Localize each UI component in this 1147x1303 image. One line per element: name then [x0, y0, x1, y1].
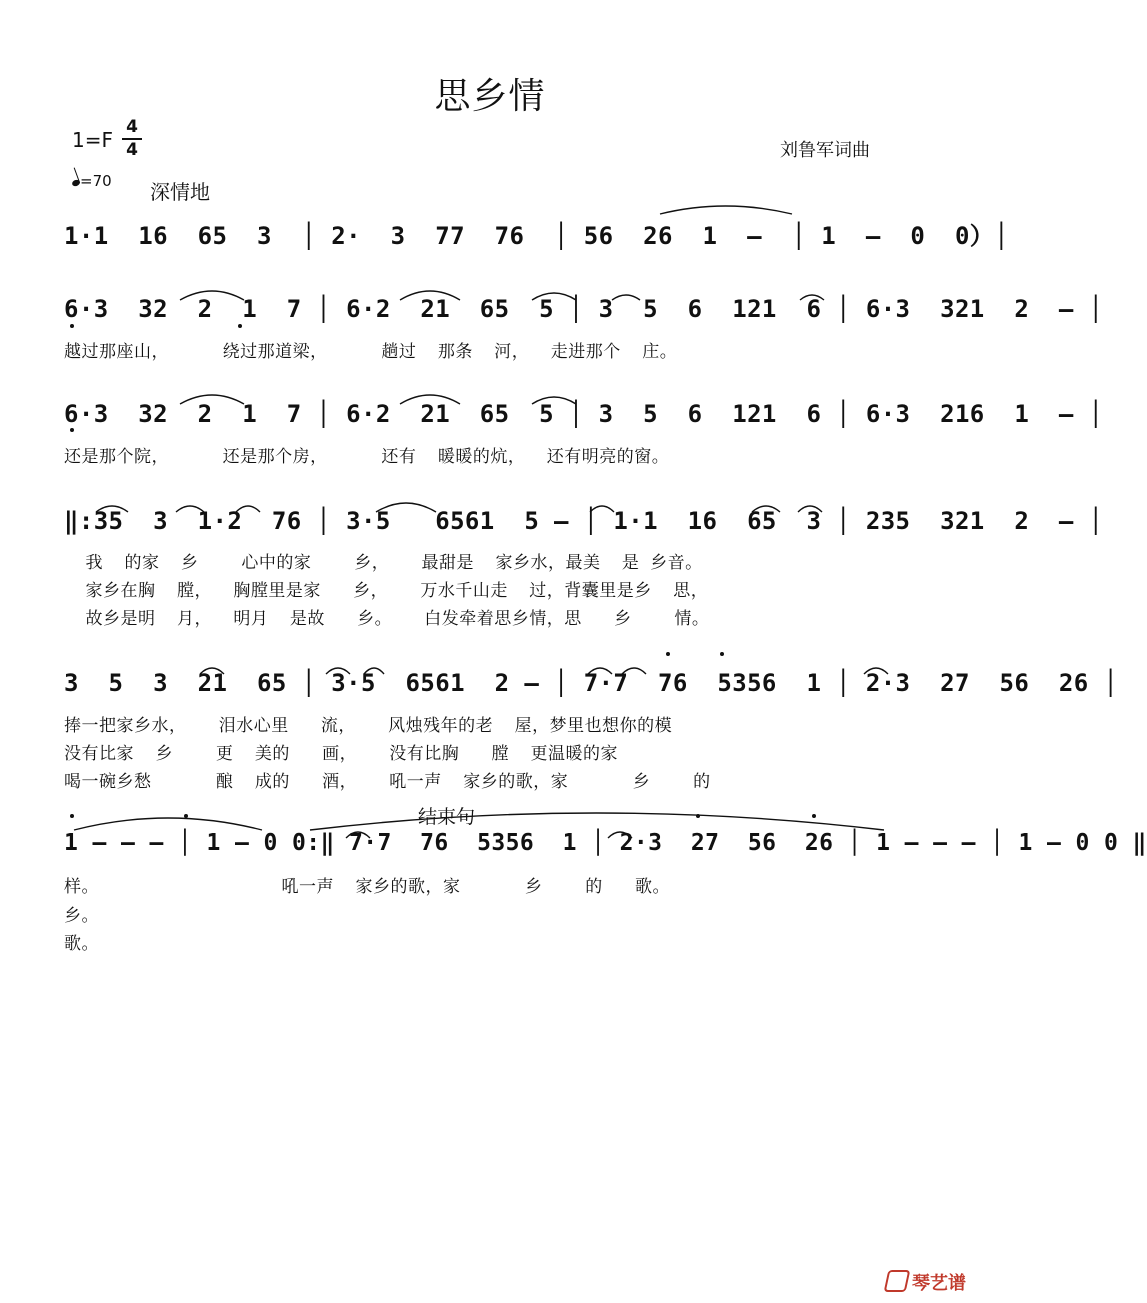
dot-row-6-a	[70, 814, 74, 818]
slur-row-5-c	[364, 668, 384, 674]
slur-row-2-e	[800, 295, 824, 300]
lyric-row-4-verse-2: 家乡在胸 膛， 胸膛里是家 乡， 万水千山走 过，背囊里是乡 思，	[64, 581, 709, 601]
expression-mark: 深情地	[150, 180, 210, 204]
slur-row-6-b	[608, 832, 632, 838]
dot-row-5-b	[720, 652, 724, 656]
slur-row-2-c	[532, 293, 576, 300]
dot-row-2-c	[70, 428, 74, 432]
slur-row-2-a	[180, 291, 244, 300]
notation-row-4: ‖:35 3 1·2 76 │ 3·5 6561 5 – │ 1·1 16 65 3 │ 235 321 2 – │	[64, 507, 1104, 535]
time-signature-bottom: 4	[126, 140, 138, 160]
tie-row-6-a	[74, 818, 262, 830]
notation-row-6: 1 – – – │ 1 – 0 0:‖ 7·7 76 5356 1 │ 2·3 27 56 26 │ 1 – – – │ 1 – 0 0 ‖	[64, 830, 1147, 856]
logo-icon	[884, 1270, 911, 1292]
watermark	[886, 1269, 966, 1295]
watermark-text: 琴艺谱	[912, 1273, 966, 1294]
slur-row-5-d	[588, 668, 612, 674]
slur-row-3-a	[180, 395, 244, 404]
slur-row-4-g	[798, 506, 822, 512]
time-signature-top: 4	[126, 117, 138, 137]
lyric-row-4-verse-3: 故乡是明 月， 明月 是故 乡。 白发牵着思乡情，思 乡 情。	[64, 609, 710, 629]
slur-row-6-a	[346, 832, 370, 838]
song-title: 思乡情	[434, 76, 546, 117]
lyric-row-4-verse-1: 我 的家 乡 心中的家 乡， 最甜是 家乡水，最美 是 乡音。	[64, 553, 703, 573]
notation-row-2: 6·3 32 2 1 7 │ 6·2 21 65 5 │ 3 5 6 121 6 │ 6·3 321 2 – │	[64, 295, 1104, 323]
tie-row-6-b	[310, 813, 884, 830]
key-signature: 1=F	[72, 128, 113, 152]
slur-row-4-f	[752, 506, 780, 512]
slur-row-4-a	[96, 506, 128, 512]
dot-row-6-d	[812, 814, 816, 818]
coda-label: 结束句	[418, 806, 476, 828]
lyric-row-6-verse-1: 样。 吼一声 家乡的歌，家 乡 的 歌。	[64, 877, 671, 897]
slur-row-3-c	[532, 397, 576, 404]
slur-row-5-e	[622, 668, 646, 674]
slur-row-5-f	[864, 668, 888, 674]
notation-row-5: 3 5 3 21 65 │ 3·5 6561 2 – │ 7·7 76 5356 1 │ 2·3 27 56 26 │	[64, 669, 1119, 697]
lyric-row-6-verse-2: 乡。	[64, 906, 99, 926]
slur-row-4-d	[376, 503, 436, 512]
dot-row-6-b	[184, 814, 188, 818]
slur-row-5-b	[326, 668, 350, 674]
slur-row-5-a	[200, 668, 224, 674]
dot-row-2-b	[238, 324, 242, 328]
lyric-row-5-verse-1: 捧一把家乡水， 泪水心里 流， 风烛残年的老 屋，梦里也想你的模	[64, 716, 673, 736]
slur-row-2-d	[612, 295, 640, 300]
lyric-row-3-verse-1: 还是那个院， 还是那个房， 还有 暖暖的炕， 还有明亮的窗。	[64, 447, 670, 467]
lyric-row-5-verse-2: 没有比家 乡 更 美的 画， 没有比胸 膛 更温暖的家	[64, 744, 618, 764]
lyric-row-2-verse-1: 越过那座山， 绕过那道梁， 趟过 那条 河， 走进那个 庄。	[64, 342, 678, 362]
slur-row-2-b	[400, 291, 460, 300]
slur-row-4-e	[590, 506, 614, 512]
dot-row-5-a	[666, 652, 670, 656]
tempo-value: =70	[80, 172, 112, 190]
composer-credit: 刘鲁军词曲	[780, 140, 870, 161]
lyric-row-5-verse-3: 喝一碗乡愁 酿 成的 酒， 吼一声 家乡的歌，家 乡 的	[64, 772, 711, 792]
dot-row-2-a	[70, 324, 74, 328]
slur-row-4-c	[236, 506, 260, 512]
dot-row-6-c	[696, 814, 700, 818]
slur-row-3-b	[400, 395, 460, 404]
notation-row-1: 1·1 16 65 3 │ 2· 3 77 76 │ 56 26 1 – │ 1 – 0 0）│	[64, 222, 1010, 250]
tie-row-1	[660, 206, 792, 214]
slur-row-4-b	[176, 506, 204, 512]
notation-row-3: 6·3 32 2 1 7 │ 6·2 21 65 5 │ 3 5 6 121 6 │ 6·3 216 1 – │	[64, 400, 1104, 428]
lyric-row-6-verse-3: 歌。	[64, 934, 99, 954]
